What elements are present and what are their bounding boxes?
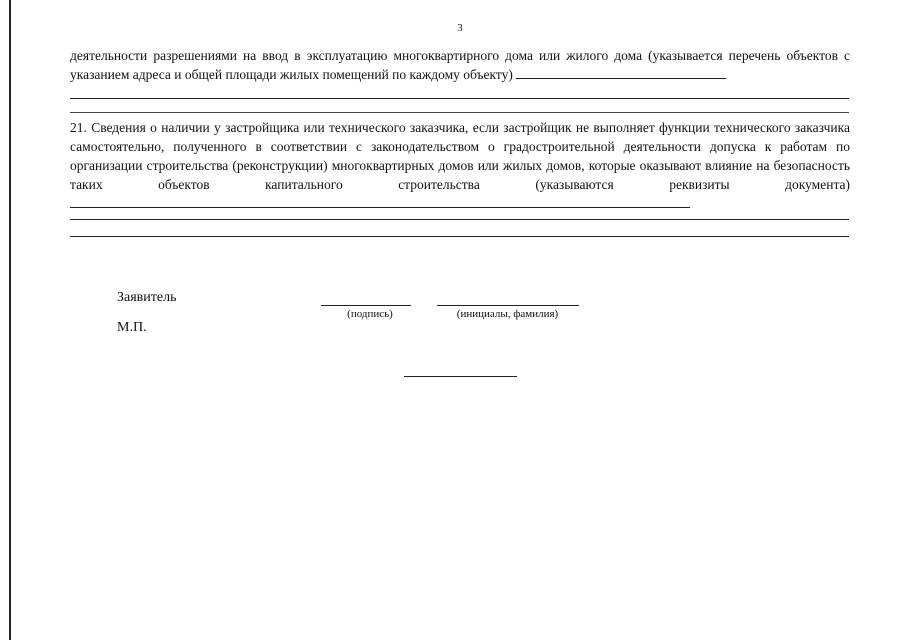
fill-in-line [70, 236, 849, 237]
fill-in-line [516, 66, 726, 79]
fill-in-line [70, 112, 849, 113]
page-number: 3 [457, 22, 463, 34]
scan-border [0, 0, 11, 640]
seal-label: М.П. [117, 320, 147, 335]
fill-in-line [70, 195, 690, 208]
name-line [437, 305, 579, 306]
end-of-document-line [404, 376, 517, 377]
fill-in-line [70, 98, 849, 99]
fill-in-line [70, 219, 849, 220]
signature-caption: (подпись) [347, 308, 393, 320]
paragraph-21-text: 21. Сведения о наличии у застройщика или технического заказчика, если застройщик не выполняет функции технического заказчика самостоятельно, полученного в соответствии с законодательством о градостроительной деятельности допуска к работам по организации строительства (реконструкции) многоквартирных домов или жилых домов, которые оказывают влияние на безопасность таких объектов капитального строительства (указываются реквизиты документа) [70, 120, 850, 192]
paragraph-21 [70, 118, 850, 213]
signature-line [321, 305, 411, 306]
paragraph-continuation [70, 46, 850, 84]
applicant-label: Заявитель [117, 290, 177, 305]
paragraph-continuation-text: деятельности разрешениями на ввод в эксплуатацию многоквартирного дома или жилого дома (указывается перечень объектов с указанием адреса и общей площади жилых помещений по каждому объекту) [70, 48, 850, 82]
name-caption: (инициалы, фамилия) [456, 308, 559, 320]
